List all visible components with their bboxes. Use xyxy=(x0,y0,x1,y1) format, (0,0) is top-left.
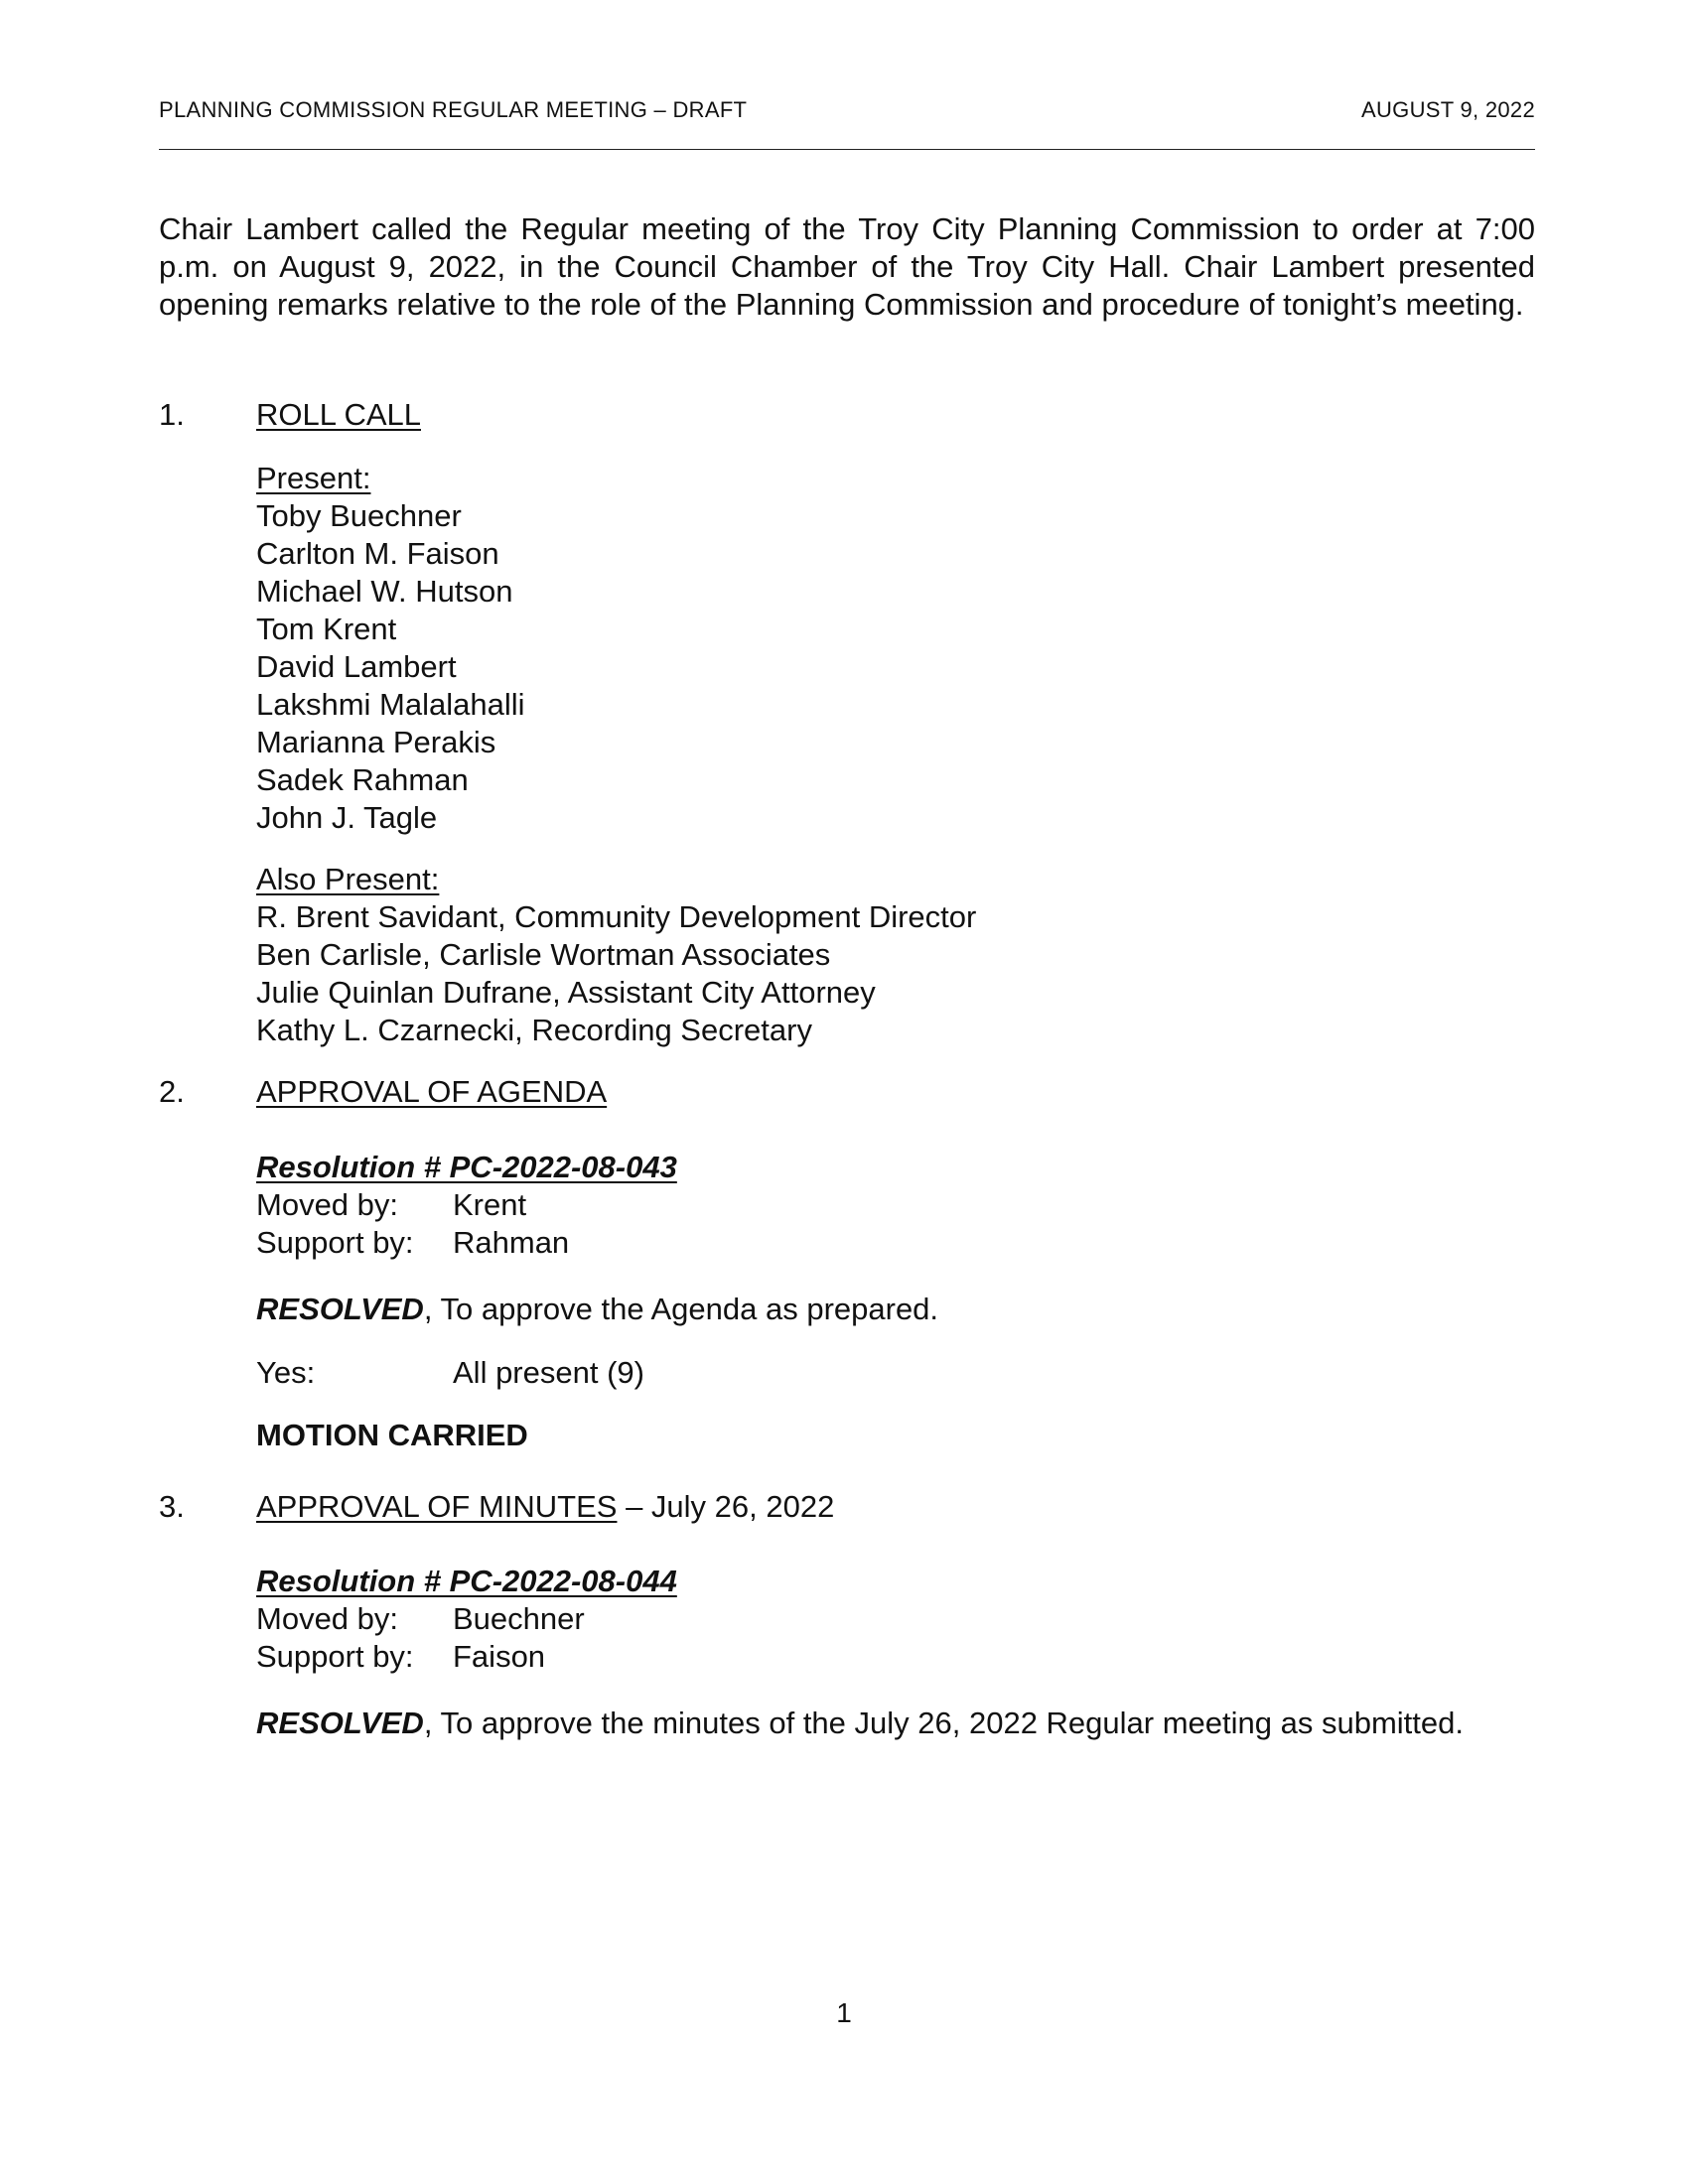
list-item: Michael W. Hutson xyxy=(256,574,513,609)
resolved-statement xyxy=(256,1291,938,1328)
support-by-value: Rahman xyxy=(453,1225,570,1260)
support-by-label: Support by: xyxy=(256,1639,414,1674)
section-title-roll-call: ROLL CALL xyxy=(256,397,421,432)
list-item: Lakshmi Malalahalli xyxy=(256,687,525,722)
resolved-word: RESOLVED xyxy=(256,1706,424,1740)
section-title-approval-of-minutes xyxy=(256,1489,834,1525)
intro-paragraph: Chair Lambert called the Regular meeting of the Troy City Planning Commission to order at 7:00 p.m. on August 9, 2022, in the Council Chamber of the Troy City Hall. Chair Lambert presented opening remarks relative to the role of the Planning Commission and procedure of tonight’s meeting. xyxy=(159,211,1535,322)
list-item: Sadek Rahman xyxy=(256,762,469,797)
present-label: Present: xyxy=(256,461,371,495)
header-date: AUGUST 9, 2022 xyxy=(1361,97,1535,122)
header-title: PLANNING COMMISSION REGULAR MEETING – DRAFT xyxy=(159,97,748,122)
section-number: 2. xyxy=(159,1074,185,1109)
moved-by-value: Buechner xyxy=(453,1601,585,1636)
resolution-id: Resolution # PC-2022-08-044 xyxy=(256,1564,677,1598)
list-item: David Lambert xyxy=(256,649,457,684)
also-present-list xyxy=(256,861,976,1049)
section-number: 1. xyxy=(159,397,185,432)
list-item: Julie Quinlan Dufrane, Assistant City Attorney xyxy=(256,975,876,1010)
list-item: Ben Carlisle, Carlisle Wortman Associates xyxy=(256,937,831,972)
resolution-block xyxy=(256,1563,677,1676)
resolved-word: RESOLVED xyxy=(256,1292,424,1326)
yes-value: All present (9) xyxy=(453,1355,644,1390)
also-present-label: Also Present: xyxy=(256,862,440,896)
support-by-label: Support by: xyxy=(256,1225,414,1260)
page-number: 1 xyxy=(836,1997,852,2028)
resolved-text: , To approve the Agenda as prepared. xyxy=(423,1292,939,1326)
section-title-text: APPROVAL OF MINUTES xyxy=(256,1489,618,1524)
moved-by-label: Moved by: xyxy=(256,1187,399,1222)
list-item: Tom Krent xyxy=(256,612,397,646)
list-item: R. Brent Savidant, Community Development Director xyxy=(256,899,977,934)
resolved-statement xyxy=(256,1705,1464,1742)
list-item: Marianna Perakis xyxy=(256,725,496,759)
header-divider xyxy=(159,149,1535,150)
list-item: John J. Tagle xyxy=(256,800,438,835)
vote-row xyxy=(256,1354,644,1392)
list-item: Kathy L. Czarnecki, Recording Secretary xyxy=(256,1013,812,1047)
support-by-value: Faison xyxy=(453,1639,546,1674)
section-number: 3. xyxy=(159,1489,185,1524)
resolved-text: , To approve the minutes of the July 26, 2022 Regular meeting as submitted. xyxy=(423,1706,1464,1740)
moved-by-value: Krent xyxy=(453,1187,527,1222)
list-item: Toby Buechner xyxy=(256,498,462,533)
list-item: Carlton M. Faison xyxy=(256,536,499,571)
present-list xyxy=(256,460,525,837)
resolution-id: Resolution # PC-2022-08-043 xyxy=(256,1150,677,1184)
section-title-approval-of-agenda: APPROVAL OF AGENDA xyxy=(256,1074,608,1109)
resolution-block xyxy=(256,1149,677,1262)
section-title-suffix: – July 26, 2022 xyxy=(617,1489,835,1524)
motion-outcome: MOTION CARRIED xyxy=(256,1418,528,1452)
moved-by-label: Moved by: xyxy=(256,1601,399,1636)
yes-label: Yes: xyxy=(256,1355,316,1390)
